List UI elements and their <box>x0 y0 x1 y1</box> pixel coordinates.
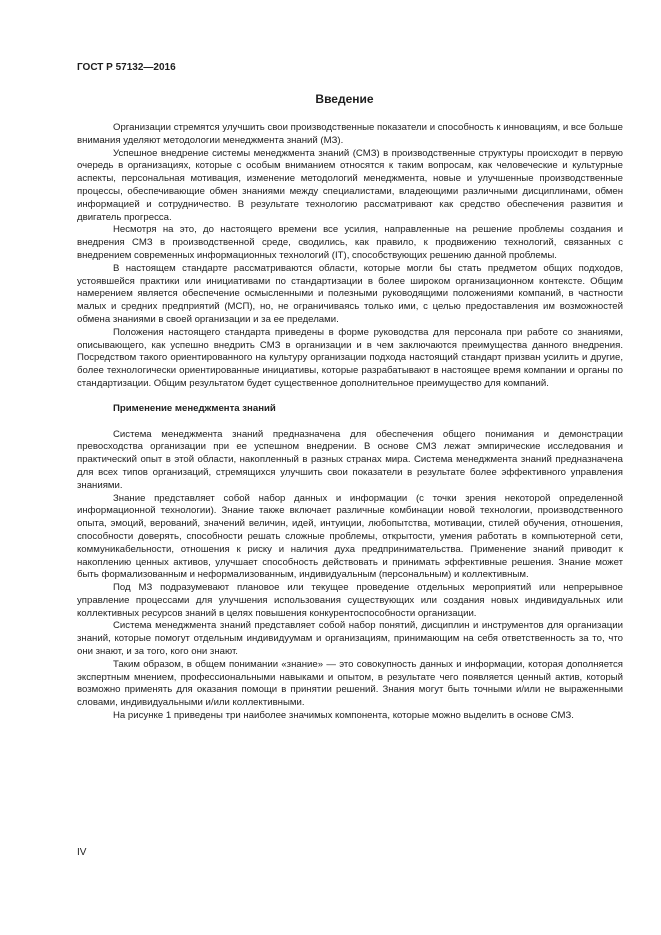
paragraph: Знание представляет собой набор данных и информации (с точки зрения некоторой определенной информационной технологии). Знание также включает различные комбинации новой технологии, производственного опыта, эмоций, верований, значений величин, идей, интуиции, любопытства, мотивации, стилей обучения, отношения, способности доверять, способности решать сложные проблемы, открытости, умения работать в компьютерной сети, коммуникабельности, отношения к риску и наличия духа предпринимательства. Применение знаний приводит к накоплению ценных активов, улучшает способность действовать и принимать эффективные решения. Знание может быть формализованным и неформализованным, индивидуальным (персональным) и коллективным. <box>77 492 623 581</box>
paragraph: Система менеджмента знаний предназначена для обеспечения общего понимания и демонстрации превосходства организации при ее успешном внедрении. В основе СМЗ лежат эмпирические исследования и практический опыт в этой области, накопленный в разных странах мира. Система менеджмента знаний предназначена для всех типов организаций, стремящихся улучшить свои показатели в результате более эффективного управления знаниями. <box>77 428 623 491</box>
paragraph: Под МЗ подразумевают плановое или текущее проведение отдельных мероприятий или непрерывное управление процессами для улучшения использования существующих или создания новых индивидуальных или коллективных ресурсов знаний в целях повышения конкурентоспособности организации. <box>77 582 623 619</box>
paragraph: Положения настоящего стандарта приведены в форме руководства для персонала при работе со знаниями, описывающего, как успешно внедрить СМЗ в организации и в чем заключаются преимущества данного внедрения. Посредством такого ориентированного на культуру организации подхода настоящий стандарт призван усилить и другие, более технологически ориентированные инициативы, которые разрабатывают в настоящее время компании и органы по стандартизации. Общим результатом будет существенное дополнительное преимущество для компаний. <box>77 326 623 389</box>
body-text <box>77 122 623 723</box>
paragraph: В настоящем стандарте рассматриваются области, которые могли бы стать предметом общих подходов, устоявшейся практики или инициативами по стандартизации в более широком организационном контексте. Общим намерением является обеспечение осмысленными и полезными руководящими положениями компаний, в частности малых и средних предприятий (МСП), но, не ограничиваясь только ими, с целью предоставления им возможностей обмена знаниями в своей организации и за ее пределами. <box>77 262 623 325</box>
paragraph: Успешное внедрение системы менеджмента знаний (СМЗ) в производственные структуры происходит в первую очередь в организациях, которые с особым вниманием относятся к таким вопросам, как человеческие и культурные аспекты, персональная мотивация, изменение методологий менеджмента, новые и улучшенные производственные процессы, обеспечивающие обмен знаниями между специалистами, владеющими различными дисциплинами, обмен информацией и сотрудничество. В результате технологию рассматривают как средство обеспечения развития и двигатель прогресса. <box>77 147 623 223</box>
page-title: Введение <box>315 92 374 106</box>
section-heading: Применение менеджмента знаний <box>113 402 276 414</box>
paragraph: На рисунке 1 приведены три наиболее значимых компонента, которые можно выделить в основе СМЗ. <box>113 710 574 722</box>
document-code: ГОСТ Р 57132—2016 <box>77 62 176 73</box>
paragraph: Организации стремятся улучшить свои производственные показатели и способность к инновациям, и все больше внимания уделяют методологии менеджмента знаний (МЗ). <box>77 122 623 146</box>
paragraph: Система менеджмента знаний представляет собой набор понятий, дисциплин и инструментов для организации знаний, которые помогут отдельным индивидуумам и организациям, принимающим на себя ответственность за то, что они знают, и за того, кого они знают. <box>77 620 623 658</box>
paragraph: Несмотря на это, до настоящего времени все усилия, направленные на решение проблемы создания и внедрения СМЗ в производственной среде, сводились, как правило, к продвижению технологий, связанных с внедрением современных информационных технологий (IT), способствующих решению данной проблемы. <box>77 224 623 261</box>
page-number: IV <box>77 847 87 858</box>
paragraph: Таким образом, в общем понимании «знание» — это совокупность данных и информации, которая дополняется экспертным мнением, профессиональными навыками и опытом, в результате чего появляется ценный актив, который возможно применять для оказания помощи в принятии решений. Знания могут быть точными и/или не выраженными словами, индивидуальными и/или коллективными. <box>77 658 623 709</box>
